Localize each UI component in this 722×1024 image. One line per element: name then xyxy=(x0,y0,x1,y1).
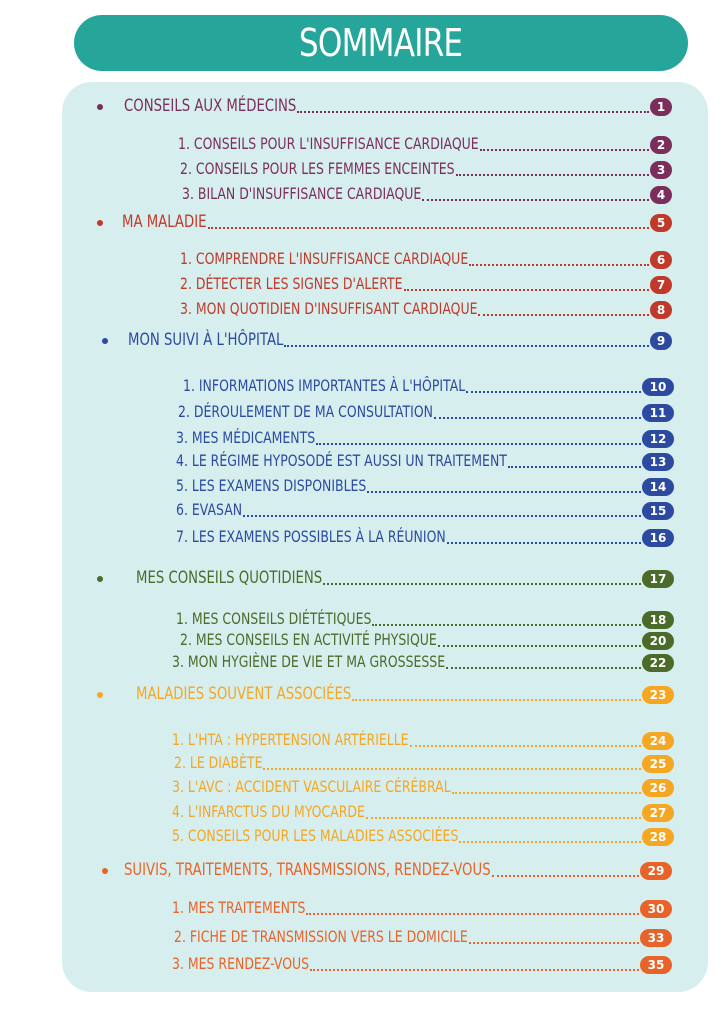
entry-title: BILAN D'INSUFFISANCE CARDIAQUE xyxy=(197,184,422,203)
toc-item[interactable] xyxy=(176,609,674,629)
dot-leader xyxy=(456,174,649,176)
toc-item[interactable] xyxy=(176,451,674,471)
section-heading-3[interactable] xyxy=(128,330,672,350)
dot-leader xyxy=(372,624,641,626)
page-number-badge: 9 xyxy=(650,332,672,350)
entry-label xyxy=(124,860,491,880)
entry-label: 3. MES RENDEZ-VOUS xyxy=(172,954,310,973)
page-number-badge: 22 xyxy=(642,654,674,672)
section-heading-5[interactable] xyxy=(136,684,674,704)
page-number-badge: 1 xyxy=(650,98,672,116)
entry-label: 3. MON QUOTIDIEN D'INSUFFISANT CARDIAQUE xyxy=(180,299,478,318)
dot-leader xyxy=(306,913,639,915)
entry-number: 1 xyxy=(178,134,186,153)
toc-item[interactable] xyxy=(172,802,674,822)
entry-title: MON QUOTIDIEN D'INSUFFISANT CARDIAQUE xyxy=(195,299,478,318)
dot-leader xyxy=(243,515,641,517)
toc-item[interactable] xyxy=(172,826,674,846)
page-number-badge: 8 xyxy=(650,301,672,319)
entry-title: MES TRAITEMENTS xyxy=(187,898,306,917)
page-number-badge: 35 xyxy=(640,956,672,974)
entry-label: 1. COMPRENDRE L'INSUFFISANCE CARDIAQUE xyxy=(180,249,469,268)
toc-item[interactable] xyxy=(176,428,674,448)
entry-number: 1 xyxy=(176,609,184,628)
entry-title: MON HYGIÈNE DE VIE ET MA GROSSESSE xyxy=(187,652,446,671)
entry-label: 3. BILAN D'INSUFFISANCE CARDIAQUE xyxy=(182,184,422,203)
entry-title: LE DIABÈTE xyxy=(189,753,263,772)
entry-label: 3. L'AVC : ACCIDENT VASCULAIRE CÉRÉBRAL xyxy=(172,777,451,796)
page-number-badge: 13 xyxy=(642,453,674,471)
entry-label: 3. MES MÉDICAMENTS xyxy=(176,428,316,447)
dot-leader xyxy=(452,792,641,794)
toc-item[interactable] xyxy=(172,898,672,918)
entry-number: 1 xyxy=(172,730,180,749)
dot-leader xyxy=(310,969,639,971)
toc-item[interactable] xyxy=(180,159,672,179)
toc-item[interactable] xyxy=(176,527,674,547)
entry-title: CONSEILS AUX MÉDECINS xyxy=(124,96,297,116)
entry-number: 3 xyxy=(182,184,190,203)
entry-title: COMPRENDRE L'INSUFFISANCE CARDIAQUE xyxy=(195,249,469,268)
dot-leader xyxy=(297,111,649,113)
entry-number: 3 xyxy=(176,428,184,447)
dot-leader xyxy=(480,149,649,151)
entry-title: LES EXAMENS DISPONIBLES xyxy=(191,476,367,495)
entry-title: MES CONSEILS QUOTIDIENS xyxy=(136,568,323,588)
page-number-badge: 10 xyxy=(642,378,674,396)
dot-leader xyxy=(366,817,641,819)
entry-label: 2. DÉTECTER LES SIGNES D'ALERTE xyxy=(180,274,403,293)
entry-title: CONSEILS POUR LES MALADIES ASSOCIÉES xyxy=(187,826,459,845)
entry-number: 2 xyxy=(174,927,182,946)
entry-title: MON SUIVI À L'HÔPITAL xyxy=(128,330,284,350)
dot-leader xyxy=(316,443,641,445)
entry-label: 1. MES CONSEILS DIÉTÉTIQUES xyxy=(176,609,372,628)
toc-item[interactable] xyxy=(172,730,674,750)
entry-title: MA MALADIE xyxy=(122,212,207,232)
title-banner xyxy=(74,15,688,71)
entry-label: 2. DÉROULEMENT DE MA CONSULTATION xyxy=(178,402,434,421)
page-number-badge: 5 xyxy=(650,214,672,232)
entry-number: 2 xyxy=(180,159,188,178)
entry-number: 5 xyxy=(172,826,180,845)
dot-leader xyxy=(469,942,639,944)
entry-label: 1. MES TRAITEMENTS xyxy=(172,898,306,917)
entry-number: 1 xyxy=(180,249,188,268)
entry-title: LES EXAMENS POSSIBLES À LA RÉUNION xyxy=(191,527,446,546)
dot-leader xyxy=(422,199,649,201)
entry-label: 2. LE DIABÈTE xyxy=(174,753,263,772)
toc-item[interactable] xyxy=(178,134,672,154)
page-number-badge: 15 xyxy=(642,502,674,520)
entry-title: LE RÉGIME HYPOSODÉ EST AUSSI UN TRAITEMENT xyxy=(191,451,507,470)
dot-leader xyxy=(447,542,641,544)
section-heading-4[interactable] xyxy=(136,568,674,588)
entry-label: 2. FICHE DE TRANSMISSION VERS LE DOMICILE xyxy=(174,927,468,946)
bullet-icon xyxy=(97,104,103,110)
page-number-badge: 4 xyxy=(650,186,672,204)
entry-label xyxy=(136,684,351,704)
page-number-badge: 7 xyxy=(650,276,672,294)
entry-title: CONSEILS POUR L'INSUFFISANCE CARDIAQUE xyxy=(193,134,479,153)
entry-number: 4 xyxy=(172,802,180,821)
dot-leader xyxy=(404,289,649,291)
entry-label: 7. LES EXAMENS POSSIBLES À LA RÉUNION xyxy=(176,527,446,546)
toc-item[interactable] xyxy=(178,402,674,422)
toc-item[interactable] xyxy=(183,376,674,396)
dot-leader xyxy=(323,583,641,585)
dot-leader xyxy=(367,491,641,493)
page-number-badge: 12 xyxy=(642,430,674,448)
entry-label xyxy=(122,212,207,232)
page-number-badge: 33 xyxy=(640,929,672,947)
entry-label: 1. INFORMATIONS IMPORTANTES À L'HÔPITAL xyxy=(183,376,466,395)
entry-label xyxy=(124,96,296,116)
dot-leader xyxy=(446,667,641,669)
entry-label: 1. CONSEILS POUR L'INSUFFISANCE CARDIAQUE xyxy=(178,134,479,153)
entry-title: L'HTA : HYPERTENSION ARTÉRIELLE xyxy=(187,730,409,749)
entry-label: 5. LES EXAMENS DISPONIBLES xyxy=(176,476,367,495)
entry-number: 2 xyxy=(180,630,188,649)
page-number-badge: 20 xyxy=(642,632,674,650)
entry-title: MES CONSEILS EN ACTIVITÉ PHYSIQUE xyxy=(195,630,437,649)
entry-label: 1. L'HTA : HYPERTENSION ARTÉRIELLE xyxy=(172,730,409,749)
dot-leader xyxy=(469,264,649,266)
section-heading-1[interactable] xyxy=(124,96,672,116)
page-number-badge: 17 xyxy=(642,570,674,588)
toc-item[interactable] xyxy=(182,184,672,204)
entry-label: 2. MES CONSEILS EN ACTIVITÉ PHYSIQUE xyxy=(180,630,437,649)
page-number-badge: 16 xyxy=(642,529,674,547)
entry-number: 1 xyxy=(172,898,180,917)
entry-title: FICHE DE TRANSMISSION VERS LE DOMICILE xyxy=(189,927,468,946)
page-number-badge: 26 xyxy=(642,779,674,797)
entry-label: 4. L'INFARCTUS DU MYOCARDE xyxy=(172,802,365,821)
toc-item[interactable] xyxy=(180,274,672,294)
dot-leader xyxy=(459,841,641,843)
entry-title: MES RENDEZ-VOUS xyxy=(187,954,310,973)
section-heading-2[interactable] xyxy=(122,212,672,232)
entry-number: 1 xyxy=(183,376,191,395)
entry-number: 3 xyxy=(180,299,188,318)
toc-item[interactable] xyxy=(172,777,674,797)
bullet-icon xyxy=(97,576,103,582)
entry-label: 3. MON HYGIÈNE DE VIE ET MA GROSSESSE xyxy=(172,652,446,671)
page-number-badge: 30 xyxy=(640,900,672,918)
dot-leader xyxy=(434,417,641,419)
toc-item[interactable] xyxy=(176,476,674,496)
entry-number: 2 xyxy=(180,274,188,293)
entry-title: SUIVIS, TRAITEMENTS, TRANSMISSIONS, RENDEZ-VOUS xyxy=(124,860,491,880)
entry-label: 6. EVASAN xyxy=(176,500,243,519)
entry-label xyxy=(128,330,283,350)
entry-number: 6 xyxy=(176,500,184,519)
dot-leader xyxy=(508,466,641,468)
bullet-icon xyxy=(97,692,103,698)
toc-item[interactable] xyxy=(176,500,674,520)
page-number-badge: 6 xyxy=(650,251,672,269)
entry-number: 3 xyxy=(172,777,180,796)
bullet-icon xyxy=(97,220,103,226)
page-number-badge: 2 xyxy=(650,136,672,154)
toc-item[interactable] xyxy=(174,753,674,773)
entry-number: 3 xyxy=(172,652,180,671)
dot-leader xyxy=(466,391,641,393)
page-number-badge: 3 xyxy=(650,161,672,179)
toc-item[interactable] xyxy=(180,249,672,269)
page-number-badge: 28 xyxy=(642,828,674,846)
page-number-badge: 23 xyxy=(642,686,674,704)
entry-number: 2 xyxy=(174,753,182,772)
dot-leader xyxy=(284,345,649,347)
entry-title: L'INFARCTUS DU MYOCARDE xyxy=(187,802,365,821)
entry-number: 2 xyxy=(178,402,186,421)
toc-item[interactable] xyxy=(172,652,674,672)
entry-number: 4 xyxy=(176,451,184,470)
dot-leader xyxy=(438,645,641,647)
dot-leader xyxy=(352,699,641,701)
entry-label xyxy=(136,568,322,588)
entry-title: L'AVC : ACCIDENT VASCULAIRE CÉRÉBRAL xyxy=(187,777,451,796)
entry-label: 2. CONSEILS POUR LES FEMMES ENCEINTES xyxy=(180,159,455,178)
page-number-badge: 25 xyxy=(642,755,674,773)
entry-number: 7 xyxy=(176,527,184,546)
toc-item[interactable] xyxy=(174,927,672,947)
page-number-badge: 24 xyxy=(642,732,674,750)
entry-number: 5 xyxy=(176,476,184,495)
section-heading-6[interactable] xyxy=(124,860,672,880)
toc-item[interactable] xyxy=(180,299,672,319)
entry-title: DÉROULEMENT DE MA CONSULTATION xyxy=(193,402,434,421)
bullet-icon xyxy=(102,868,108,874)
entry-title: MALADIES SOUVENT ASSOCIÉES xyxy=(136,684,352,704)
dot-leader xyxy=(208,227,650,229)
page-number-badge: 11 xyxy=(642,404,674,422)
entry-title: MES MÉDICAMENTS xyxy=(191,428,316,447)
entry-label: 5. CONSEILS POUR LES MALADIES ASSOCIÉES xyxy=(172,826,459,845)
page-title: SOMMAIRE xyxy=(299,21,463,65)
entry-title: DÉTECTER LES SIGNES D'ALERTE xyxy=(195,274,403,293)
toc-item[interactable] xyxy=(172,954,672,974)
entry-label: 4. LE RÉGIME HYPOSODÉ EST AUSSI UN TRAITEMENT xyxy=(176,451,507,470)
page-number-badge: 29 xyxy=(640,862,672,880)
dot-leader xyxy=(263,768,641,770)
page-number-badge: 18 xyxy=(642,611,674,629)
entry-title: MES CONSEILS DIÉTÉTIQUES xyxy=(191,609,372,628)
dot-leader xyxy=(410,745,641,747)
entry-title: CONSEILS POUR LES FEMMES ENCEINTES xyxy=(195,159,455,178)
dot-leader xyxy=(492,875,639,877)
bullet-icon xyxy=(102,338,108,344)
toc-item[interactable] xyxy=(180,630,674,650)
dot-leader xyxy=(478,314,649,316)
page-number-badge: 14 xyxy=(642,478,674,496)
entry-title: EVASAN xyxy=(191,500,243,519)
entry-title: INFORMATIONS IMPORTANTES À L'HÔPITAL xyxy=(198,376,466,395)
page-number-badge: 27 xyxy=(642,804,674,822)
entry-number: 3 xyxy=(172,954,180,973)
